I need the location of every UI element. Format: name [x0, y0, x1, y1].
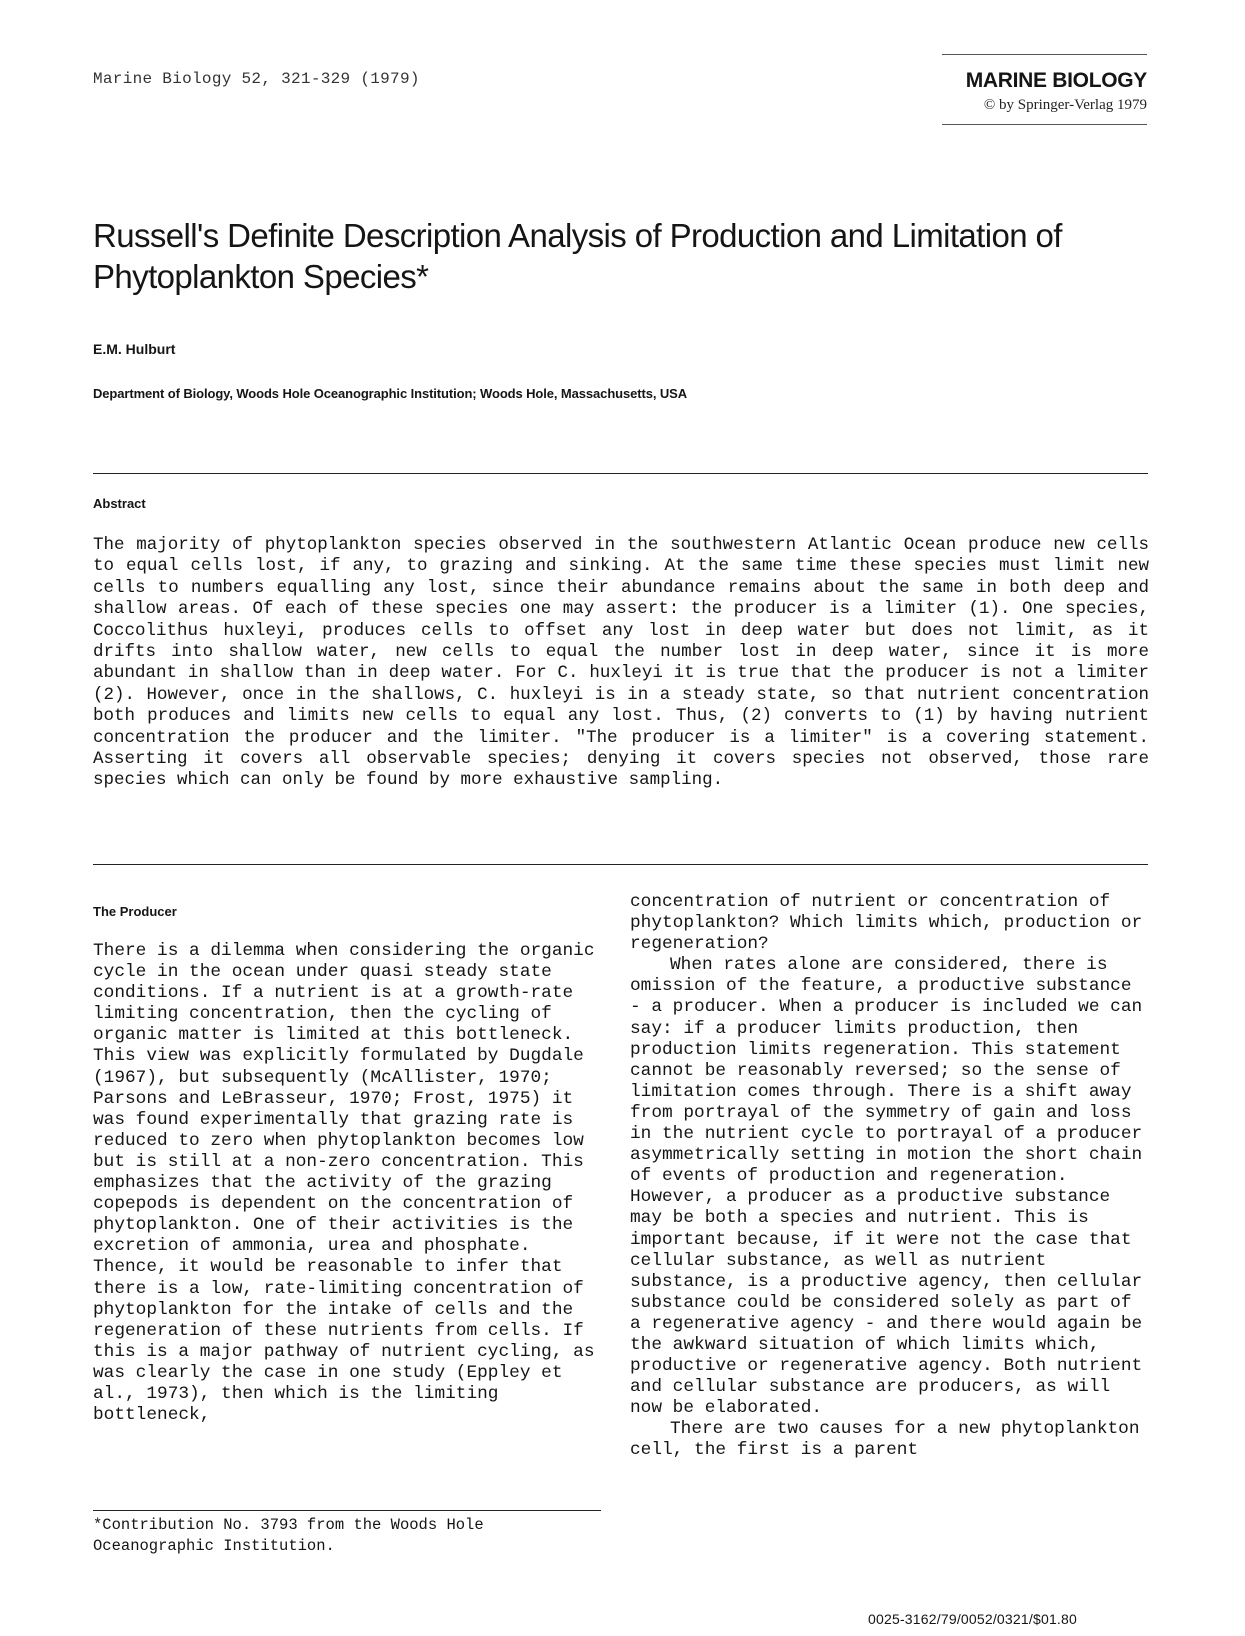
journal-name: MARINE BIOLOGY: [965, 69, 1147, 92]
section-heading: The Producer: [93, 904, 177, 919]
article-code: 0025-3162/79/0052/0321/$01.80: [868, 1611, 1077, 1627]
abstract-heading: Abstract: [93, 496, 146, 511]
body-paragraph: There are two causes for a new phytoplankton cell, the first is a parent: [630, 1419, 1140, 1461]
brand-top-rule: [942, 54, 1147, 55]
body-paragraph: When rates alone are considered, there is omission of the feature, a productive substance - a producer. When a producer is included we can say: if a producer limits production, then production limits regeneration. This statement cannot be reasonably reversed; so the sense of limitation comes through. There is a shift away from portrayal of the symmetry of gain and loss in the nutrient cycle to portrayal of a producer asymmetrically setting in motion the short chain of events of production and regeneration. However, a producer as a productive substance may be both a species and nutrient. This is important because, if it were not the case that cellular substance, as well as nutrient substance, is a productive agency, then cellular substance could be considered solely as part of a regenerative agency - and there would again be the awkward situation of which limits which, productive or regenerative agency. Both nutrient and cellular substance are producers, as will now be elaborated.: [630, 955, 1143, 1419]
body-column-right: [630, 892, 1150, 1462]
brand-bottom-rule: [942, 124, 1147, 125]
abstract-top-rule: [93, 473, 1148, 474]
abstract-bottom-rule: [93, 864, 1148, 865]
body-column-left: There is a dilemma when considering the organic cycle in the ocean under quasi steady state conditions. If a nutrient is at a growth-rate limiting concentration, then the cycling of organic matter is limited at this bottleneck. This view was explicitly formulated by Dugdale (1967), but subsequently (McAllister, 1970; Parsons and LeBrasseur, 1970; Frost, 1975) it was found experimentally that grazing rate is reduced to zero when phytoplankton becomes low but is still at a non-zero concentration. This emphasizes that the activity of the grazing copepods is dependent on the concentration of phytoplankton. One of their activities is the excretion of ammonia, urea and phosphate. Thence, it would be reasonable to infer that there is a low, rate-limiting concentration of phytoplankton for the intake of cells and the regeneration of these nutrients from cells. If this is a major pathway of nutrient cycling, as was clearly the case in one study (Eppley et al., 1973), then which is the limiting bottleneck,: [93, 941, 595, 1426]
body-paragraph-continued: concentration of nutrient or concentration of phytoplankton? Which limits which, production or regeneration?: [630, 892, 1143, 955]
journal-brand: [942, 54, 1147, 125]
copyright-notice: © by Springer-Verlag 1979: [983, 97, 1147, 113]
article-title: Russell's Definite Description Analysis of Production and Limitation of Phytoplankton Species*: [93, 217, 1062, 295]
footnote-rule: [93, 1510, 601, 1511]
abstract-text: The majority of phytoplankton species observed in the southwestern Atlantic Ocean produce new cells to equal cells lost, if any, to grazing and sinking. At the same time these species must limit new cells to numbers equalling any lost, since their abundance remains about the same in both deep and shallow areas. Of each of these species one may assert: the producer is a limiter (1). One species, Coccolithus huxleyi, produces cells to offset any lost in deep water but does not limit, as it drifts into shallow water, new cells to equal the number lost in deep water, since it is more abundant in shallow than in deep water. For C. huxleyi it is true that the producer is not a limiter (2). However, once in the shallows, C. huxleyi is in a steady state, so that nutrient concentration both produces and limits new cells to equal any lost. Thus, (2) converts to (1) by having nutrient concentration the producer and the limiter. "The producer is a limiter" is a covering statement. Asserting it covers all observable species; denying it covers species not observed, those rare species which can only be found by more exhaustive sampling.: [93, 535, 1149, 791]
author-name: E.M. Hulburt: [93, 341, 176, 357]
author-affiliation: Department of Biology, Woods Hole Oceanographic Institution; Woods Hole, Massachusetts, USA: [93, 386, 688, 401]
journal-citation: Marine Biology 52, 321-329 (1979): [93, 70, 420, 88]
footnote: *Contribution No. 3793 from the Woods Hole Oceanographic Institution.: [93, 1516, 484, 1555]
